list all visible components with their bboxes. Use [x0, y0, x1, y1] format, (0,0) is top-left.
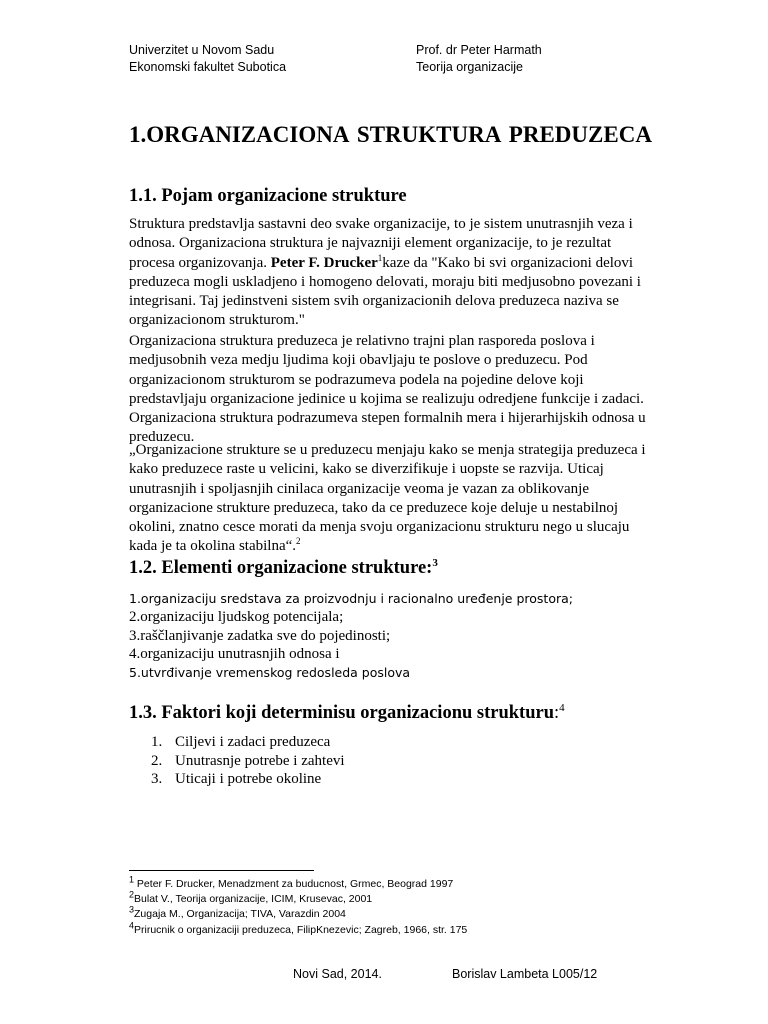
footnote-number: 1 — [129, 874, 135, 885]
university-name: Univerzitet u Novom Sadu — [129, 43, 275, 57]
text-line: predstavljaju organizacione jedinice u kojima se realizuju odredjene funkcije i zadaci. — [129, 390, 644, 407]
footnote-divider — [129, 870, 314, 871]
list-text: Uticaji i potrebe okoline — [175, 771, 322, 787]
section-heading-1-2 — [129, 558, 438, 579]
text-line — [129, 537, 677, 556]
heading-text: 1.2. Elementi organizacione strukture: — [129, 558, 433, 578]
text-line: kako preduzece raste u velicini, kako se diverzifikuje i uopste se razvija. Uticaj — [129, 461, 604, 478]
list-item: 5.utvrđivanje vremenskog redosleda poslova — [129, 664, 411, 680]
professor-name: Prof. dr Peter Harmath — [416, 43, 542, 57]
text-line: medjusobnih veza medju ljudima koji obavljaju te poslove o preduzecu. Pod — [129, 352, 588, 369]
text-line: unutrasnjih i spoljasnjih cinilaca organizacije veoma je vazan za oblikovanje — [129, 480, 589, 497]
footnote-number: 4 — [129, 920, 135, 931]
text-span: procesa organizovanja. — [129, 254, 271, 271]
text-span: kada je ta okolina stabilna“. — [129, 538, 297, 555]
footnote-ref-4: 4 — [559, 701, 565, 714]
footnote-text: Bulat V., Teorija organizacije, ICIM, Krusevac, 2001 — [134, 893, 373, 906]
footer-author: Borislav Lambeta L005/12 — [452, 967, 598, 981]
list-item: 3.raščlanjivanje zadatka sve do pojedinosti; — [129, 627, 391, 644]
list-number: 2. — [151, 752, 163, 769]
footnote-ref-2: 2 — [296, 536, 301, 547]
text-line: Struktura predstavlja sastavni deo svake organizacije, to je sistem unutrasnjih veza i — [129, 216, 633, 232]
text-line: preduzeca mogli uskladjeno i homogeno delovati, moraju biti medjusobno povezani i — [129, 273, 641, 290]
course-name: Teorija organizacije — [416, 60, 524, 74]
footnote-text: Peter F. Drucker, Menadzment za buducnost, Grmec, Beograd 1997 — [134, 878, 454, 890]
header-right — [416, 42, 542, 76]
list-item — [151, 770, 345, 789]
text-line: organizacione strukture preduzeca, tako da ce preduzece koje deluje u nestabilnoj — [129, 499, 619, 516]
footnote-text: Prirucnik o organizaciji preduzeca, FilipKnezevic; Zagreb, 1966, str. 175 — [134, 923, 468, 936]
footnote-number: 2 — [129, 889, 135, 900]
footnote-ref-1: 1 — [377, 252, 383, 263]
list-item: 1.organizaciju sredstava za proizvodnju i racionalno uređenje prostora; — [129, 591, 573, 606]
paragraph-3 — [129, 441, 677, 557]
text-line: okolini, znatno cesce morati da menja svoju organizacionu strukturu nego u slucaju — [129, 519, 630, 536]
list-item: 2.organizaciju ljudskog potencijala; — [129, 609, 344, 626]
section-heading-1-3 — [129, 703, 565, 724]
list-number: 3. — [151, 771, 163, 787]
text-line — [129, 254, 677, 273]
footnote — [129, 920, 468, 938]
footnote-text: Zugaja M., Organizacija; TIVA, Varazdin 2004 — [134, 908, 346, 921]
footnote-ref-3: 3 — [432, 556, 438, 569]
text-line: Organizaciona struktura preduzeca je relativno trajni plan rasporeda poslova i — [129, 333, 595, 349]
list-item: 4.organizaciju unutrasnjih odnosa i — [129, 646, 340, 663]
paragraph-2 — [129, 332, 677, 448]
text-line: organizacionom strukturom se podrazumeva podela na pojedine delove koji — [129, 371, 584, 388]
text-line: Organizaciona struktura podrazumeva stepen formalnih mera i hijerarhijskih odnosa u — [129, 410, 646, 427]
footnotes — [129, 874, 468, 938]
text-line: organizacionom strukturom." — [129, 312, 305, 329]
elements-list — [129, 590, 573, 682]
drucker-name: Peter F. Drucker — [270, 254, 378, 271]
text-line: preduzecu. — [129, 429, 195, 446]
text-span: kaze da "Kako bi svi organizacioni delovi — [382, 254, 634, 271]
list-text: Ciljevi i zadaci preduzeca — [175, 734, 331, 750]
text-line: „Organizacione strukture se u preduzecu menjaju kako se menja strategija preduzeca i — [129, 442, 646, 458]
heading-colon: : — [554, 703, 560, 723]
text-line: odnosa. Organizaciona struktura je najvazniji element organizacije, to je rezultat — [129, 235, 612, 252]
list-item — [151, 752, 345, 771]
footnote — [129, 889, 467, 907]
heading-text: 1.3. Faktori koji determinisu organizacionu strukturu — [129, 703, 554, 723]
list-number: 1. — [151, 734, 163, 750]
footnote — [129, 904, 467, 922]
paragraph-1 — [129, 215, 677, 331]
list-text: Unutrasnje potrebe i zahtevi — [175, 752, 345, 769]
list-item — [151, 733, 345, 752]
page-title: 1.ORGANIZACIONA STRUKTURA PREDUZECA — [129, 122, 652, 147]
footnote-number: 3 — [129, 904, 135, 915]
section-heading-1-1: 1.1. Pojam organizacione strukture — [129, 186, 407, 206]
factors-list — [151, 733, 345, 789]
faculty-name: Ekonomski fakultet Subotica — [129, 60, 287, 74]
footnote — [129, 874, 467, 892]
text-line: integrisani. Taj jedinstveni sistem svih organizacionih delova preduzeca naziva se — [129, 293, 619, 310]
header-left — [129, 42, 286, 76]
footer-location-date: Novi Sad, 2014. — [293, 967, 382, 981]
